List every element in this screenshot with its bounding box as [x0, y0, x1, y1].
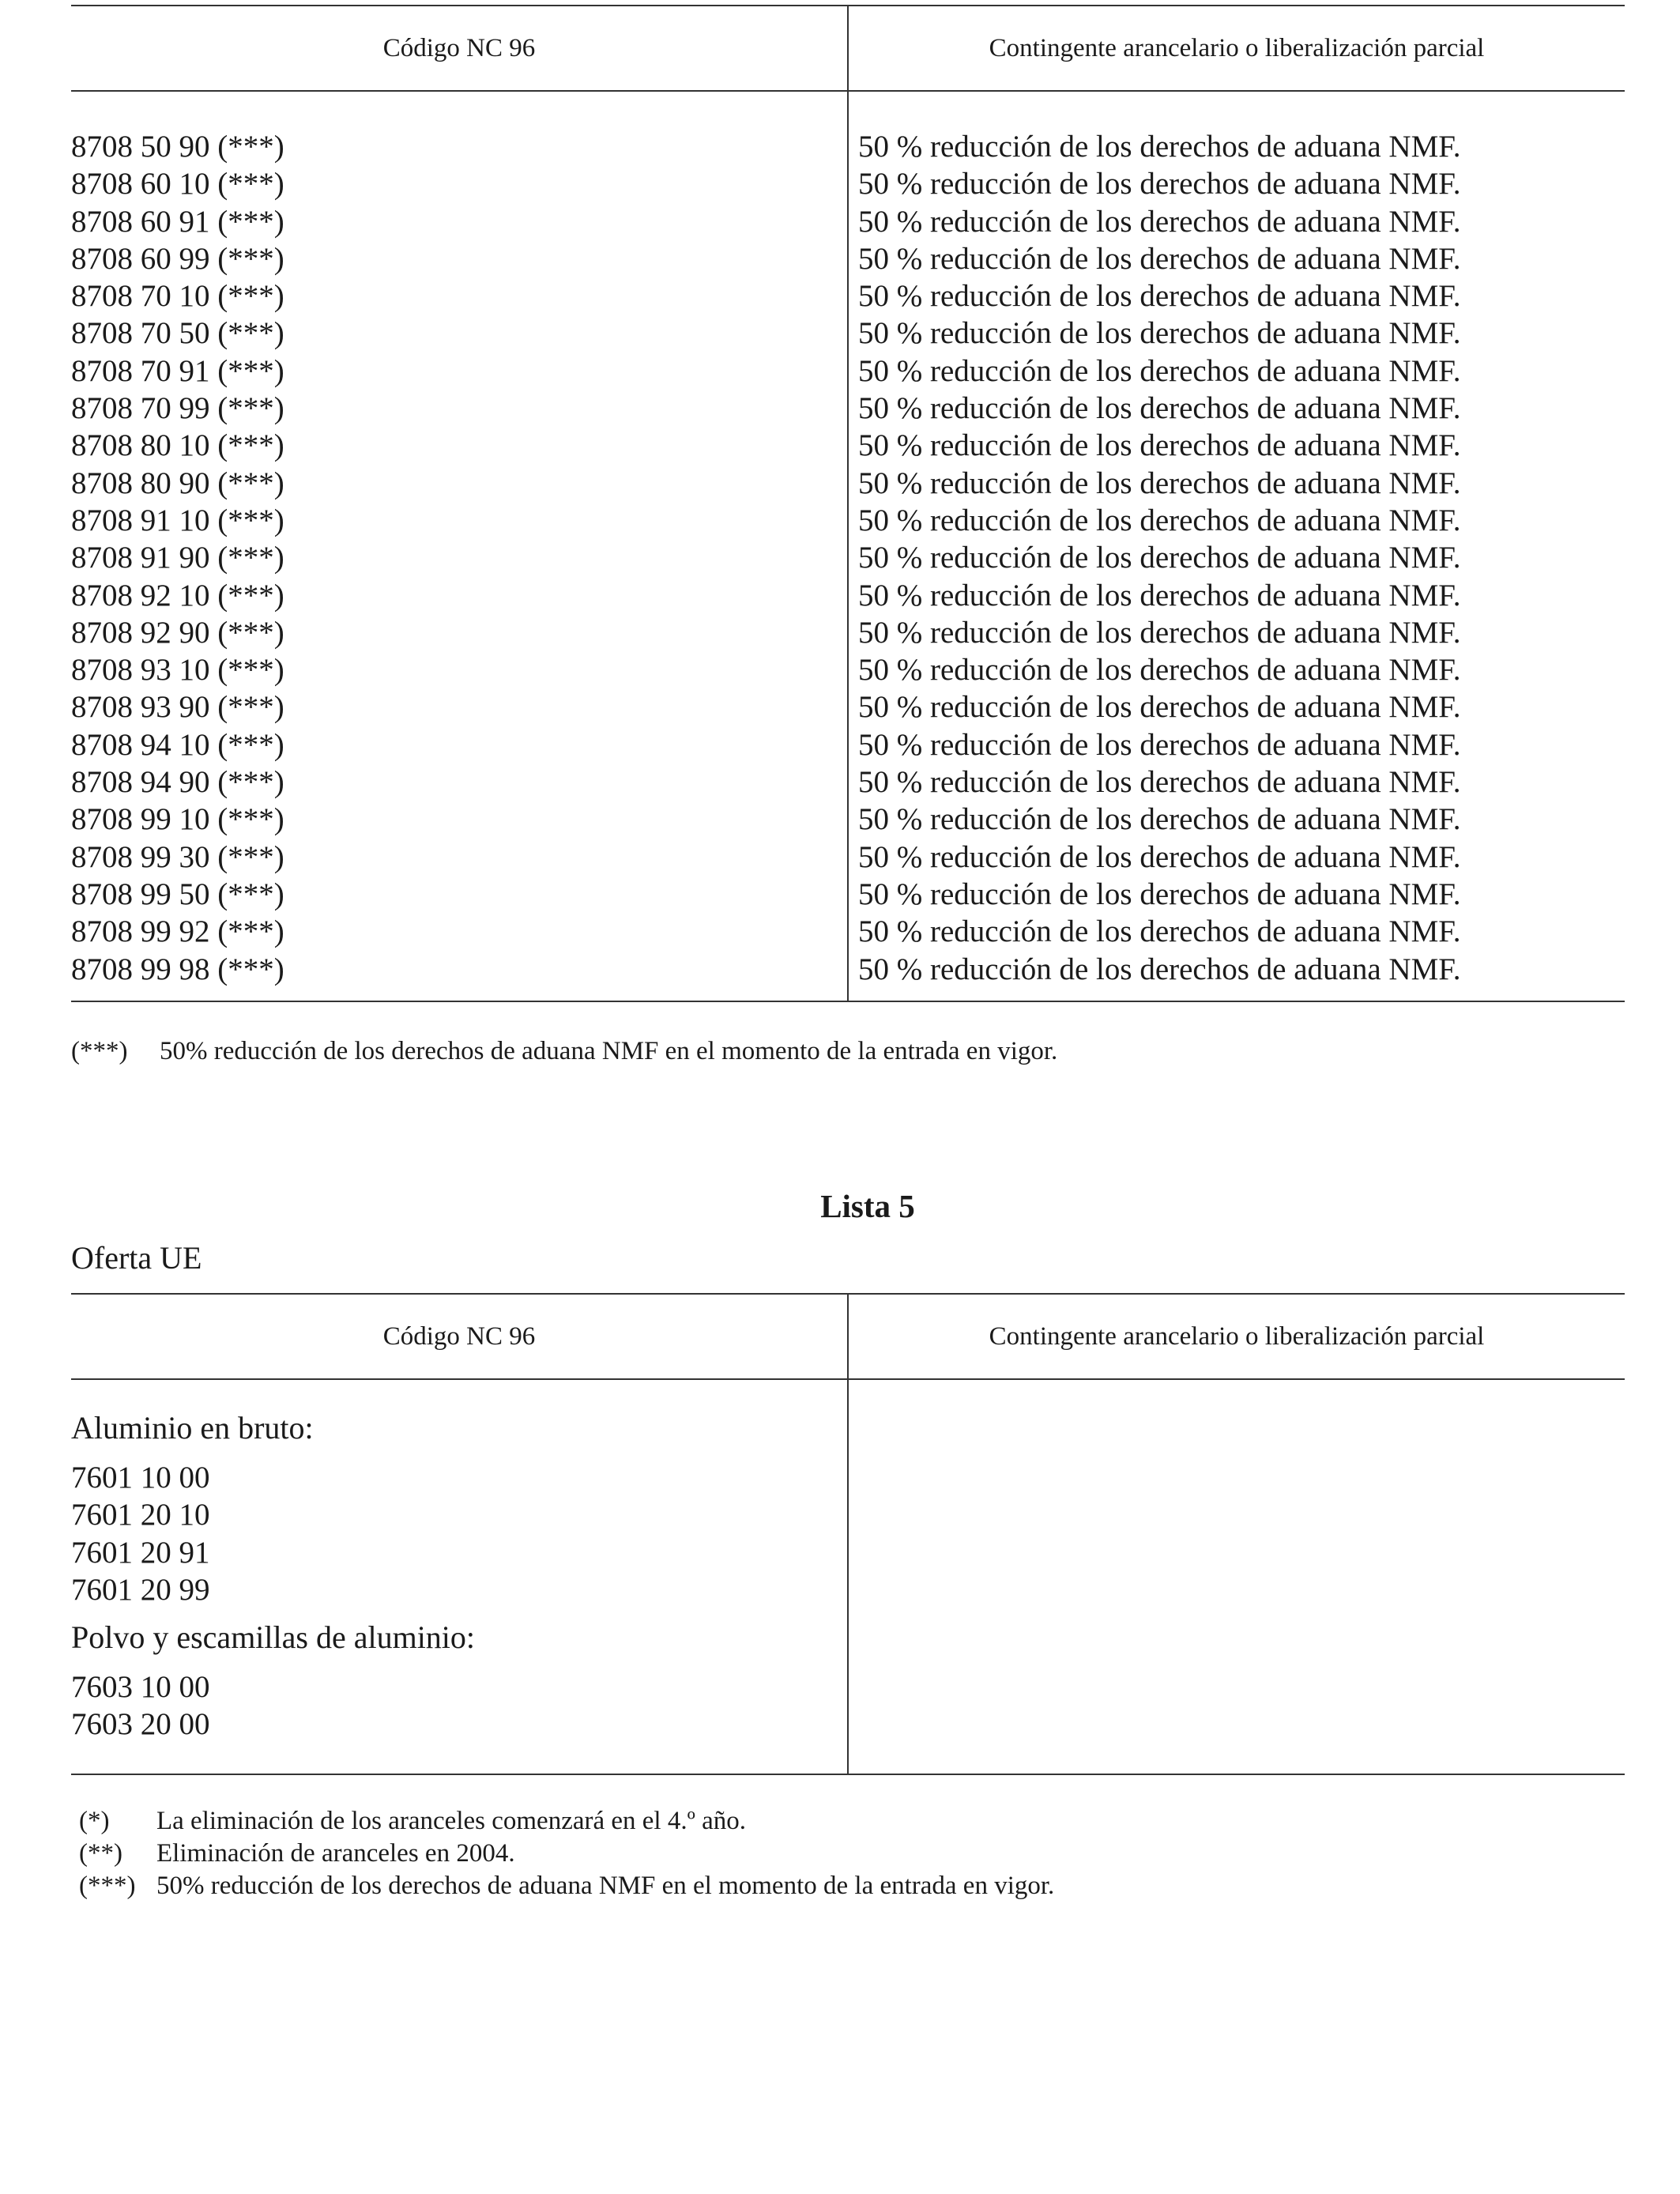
row-code: 7601 20 10 [71, 1498, 210, 1532]
table-header [71, 6, 1625, 92]
group-title: Polvo y escamillas de aluminio: [71, 1619, 476, 1656]
row-value: 50 % reducción de los derechos de aduana NMF. [858, 167, 1461, 202]
row-code: 7601 20 91 [71, 1535, 210, 1570]
footnote [79, 1870, 1054, 1902]
row-code: 8708 60 10 (***) [71, 167, 284, 202]
row-code: 8708 99 92 (***) [71, 914, 284, 949]
row-code: 8708 99 30 (***) [71, 839, 284, 874]
footnote-marker: (***) [79, 1872, 136, 1900]
footnote-marker: (**) [79, 1839, 122, 1868]
row-value: 50 % reducción de los derechos de aduana NMF. [858, 839, 1461, 874]
quota-column [849, 92, 1625, 1001]
row-value: 50 % reducción de los derechos de aduana NMF. [858, 578, 1461, 613]
row-value: 50 % reducción de los derechos de aduana NMF. [858, 391, 1461, 426]
row-code: 7601 10 00 [71, 1461, 210, 1495]
code-column [71, 92, 849, 1001]
row-value: 50 % reducción de los derechos de aduana NMF. [858, 466, 1461, 500]
footnote [79, 1838, 1054, 1870]
code-list [71, 1668, 847, 1744]
row-value: 50 % reducción de los derechos de aduana NMF. [858, 130, 1461, 164]
header-code: Código NC 96 [71, 6, 849, 90]
row-code: 8708 70 91 (***) [71, 353, 284, 388]
footnote-marker: (*) [79, 1807, 110, 1835]
row-value: 50 % reducción de los derechos de aduana NMF. [858, 541, 1461, 575]
row-code: 8708 60 99 (***) [71, 241, 284, 276]
row-code: 8708 94 90 (***) [71, 765, 284, 800]
row-value: 50 % reducción de los derechos de aduana NMF. [858, 914, 1461, 949]
row-code: 8708 93 90 (***) [71, 690, 284, 725]
group-gap [71, 1657, 847, 1668]
row-code: 7603 20 00 [71, 1707, 210, 1742]
footnotes [79, 1805, 1054, 1902]
footnote-text: 50% reducción de los derechos de aduana NMF en el momento de la entrada en vigor. [156, 1872, 1055, 1900]
footnote-text: Eliminación de aranceles en 2004. [156, 1839, 515, 1868]
footnote-text: 50% reducción de los derechos de aduana NMF en el momento de la entrada en vigor. [160, 1037, 1058, 1065]
row-value: 50 % reducción de los derechos de aduana NMF. [858, 802, 1461, 837]
row-value: 50 % reducción de los derechos de aduana NMF. [858, 690, 1461, 725]
code-list [71, 1459, 847, 1608]
quota-column [849, 1380, 1625, 1774]
row-value: 50 % reducción de los derechos de aduana NMF. [858, 765, 1461, 800]
row-code: 8708 91 10 (***) [71, 503, 284, 537]
code-column [71, 1380, 849, 1774]
group-title: Aluminio en bruto: [71, 1410, 314, 1446]
table-header [71, 1295, 1625, 1380]
row-code: 8708 92 10 (***) [71, 578, 284, 613]
row-code: 8708 94 10 (***) [71, 727, 284, 762]
row-value: 50 % reducción de los derechos de aduana NMF. [858, 279, 1461, 314]
row-value: 50 % reducción de los derechos de aduana NMF. [858, 316, 1461, 351]
row-code: 8708 99 98 (***) [71, 952, 284, 986]
row-code: 8708 60 91 (***) [71, 204, 284, 239]
footnote-marker: (***) [71, 1037, 128, 1065]
row-code: 8708 50 90 (***) [71, 130, 284, 164]
list-title: Lista 5 [820, 1188, 915, 1224]
row-value: 50 % reducción de los derechos de aduana NMF. [858, 204, 1461, 239]
row-code: 8708 99 10 (***) [71, 802, 284, 837]
table-body [71, 92, 1625, 1001]
row-value: 50 % reducción de los derechos de aduana NMF. [858, 653, 1461, 688]
header-code: Código NC 96 [71, 1295, 849, 1378]
row-code: 8708 91 90 (***) [71, 541, 284, 575]
row-value: 50 % reducción de los derechos de aduana NMF. [858, 615, 1461, 650]
row-value: 50 % reducción de los derechos de aduana NMF. [858, 952, 1461, 986]
header-quota: Contingente arancelario o liberalización parcial [989, 33, 1485, 62]
row-code: 8708 80 10 (***) [71, 428, 284, 463]
offer-label: Oferta UE [71, 1240, 202, 1276]
row-code: 8708 70 99 (***) [71, 391, 284, 426]
group-gap [71, 1448, 847, 1459]
row-value: 50 % reducción de los derechos de aduana NMF. [858, 428, 1461, 463]
table-body [71, 1380, 1625, 1774]
row-code: 8708 70 50 (***) [71, 316, 284, 351]
row-value: 50 % reducción de los derechos de aduana NMF. [858, 503, 1461, 537]
row-value: 50 % reducción de los derechos de aduana NMF. [858, 353, 1461, 388]
row-code: 8708 92 90 (***) [71, 615, 284, 650]
row-code: 8708 80 90 (***) [71, 466, 284, 500]
header-quota: Contingente arancelario o liberalización parcial [989, 1321, 1485, 1351]
tariff-table-1 [71, 5, 1625, 1002]
footnote [79, 1805, 1054, 1838]
footnote-text: La eliminación de los aranceles comenzará en el 4.º año. [156, 1807, 746, 1835]
row-code: 8708 70 10 (***) [71, 279, 284, 314]
tariff-table-2 [71, 1293, 1625, 1775]
row-value: 50 % reducción de los derechos de aduana NMF. [858, 727, 1461, 762]
row-value: 50 % reducción de los derechos de aduana NMF. [858, 241, 1461, 276]
row-code: 8708 93 10 (***) [71, 653, 284, 688]
row-code: 8708 99 50 (***) [71, 876, 284, 911]
row-value: 50 % reducción de los derechos de aduana NMF. [858, 876, 1461, 911]
footnote [71, 1037, 1057, 1066]
row-code: 7601 20 99 [71, 1572, 210, 1607]
row-code: 7603 10 00 [71, 1670, 210, 1705]
